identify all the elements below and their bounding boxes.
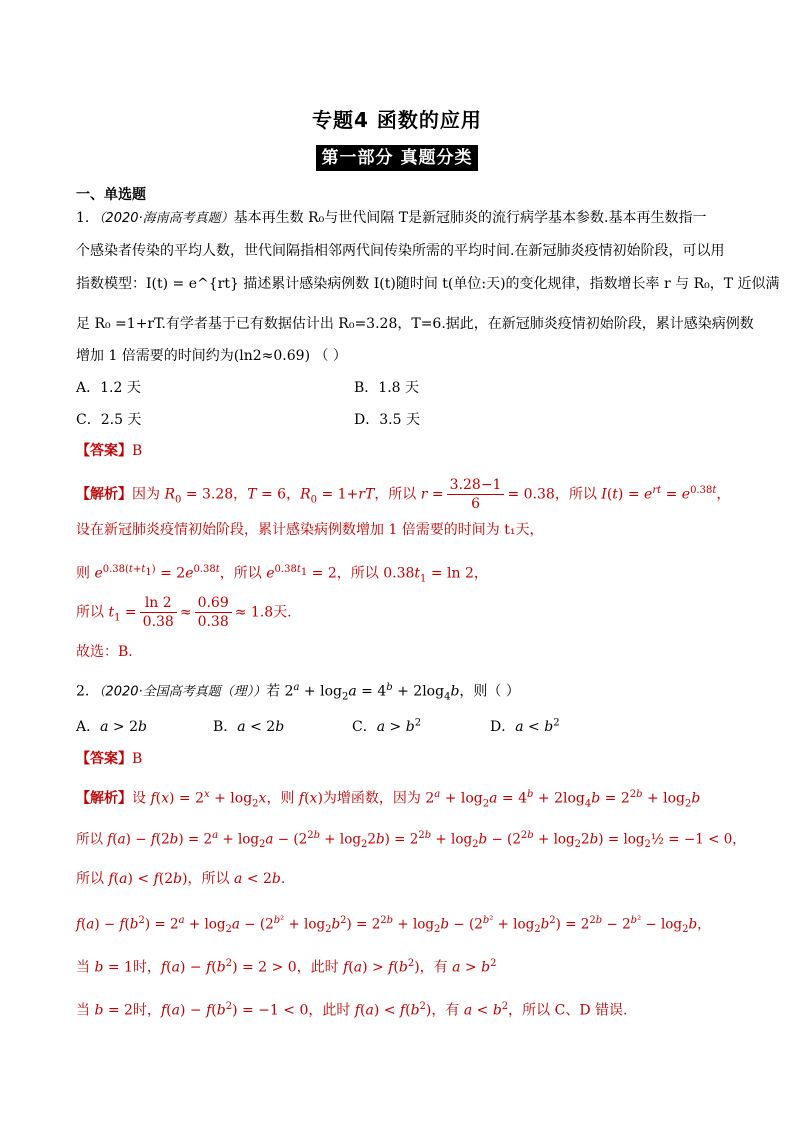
q1-line1	[76, 208, 706, 229]
q1-stem-line5: 增加 1 倍需要的时间约为(ln2≈0.69) （ ）	[76, 348, 347, 364]
q1-option-d: D．3.5 天	[354, 412, 420, 428]
q2-option-d: D．$a < b^2$	[490, 717, 560, 735]
q2-analysis-label: 【解析】	[76, 790, 132, 807]
q2-analysis-line1: 【解析】设 $f(x) = 2^x + \log_2x$，则 f(x)为增函数，因为 $2^a + \log_2a = 4^b + 2\log_4b = 2^{2b} + \log_2b$	[76, 789, 701, 810]
q2-number: 2．	[76, 683, 99, 700]
page-title: 专题4 函数的应用	[312, 108, 482, 132]
q1-option-a: A．1.2 天	[76, 380, 141, 396]
q2-analysis-line4: $f(a) - f(b^2) = 2^a + \log_2a - (2^{b^2} + \log_2b^2) = 2^{2b} + \log_2b - (2^{b^2} + \log_2b^2) = 2^{2b} - 2^{b^2} - \log_2b$，	[76, 915, 711, 936]
q1-stem-line1: 基本再生数 R₀与世代间隔 T是新冠肺炎的流行病学基本参数.基本再生数指一	[233, 210, 707, 226]
q2-analysis-line5: 当 b = 1时，$f(a) - f(b^2) = 2 > 0$，此时 $f(a) > f(b^2)$，有 $a > b^2$	[76, 958, 497, 976]
q1-analysis-line4: 所以 $t_1$ = $\frac{\ln 2}{0.38}$ ≈ $\frac{0.69}{0.38}$ ≈ 1.8天.	[76, 595, 292, 630]
q1-source: （2020·海南高考真题）	[98, 211, 234, 226]
q2-option-b: B．a < 2b	[213, 719, 285, 735]
q1-fraction-r: $\frac{3.28-1}{6}$	[447, 476, 505, 513]
q1-answer-value: B	[132, 443, 143, 459]
q2-option-c: C．$a > b^2$	[352, 717, 422, 735]
q1-analysis-line2: 设在新冠肺炎疫情初始阶段，累计感染病例数增加 1 倍需要的时间为 t₁天，	[76, 522, 544, 538]
q1-stem-line3: 指数模型：I(t) = e^{rt} 描述累计感染病例数 I(t)随时间 t(单位:天)的变化规律，指数增长率 r 与 R₀，T 近似满	[76, 276, 780, 292]
q1-option-c: C．2.5 天	[76, 412, 142, 428]
q1-fraction-069: $\frac{0.69}{0.38}$	[195, 594, 232, 631]
q2-answer-label: 【答案】	[76, 751, 132, 767]
q1-fraction-ln2: $\frac{\ln 2}{0.38}$	[140, 594, 177, 631]
q1-analysis-line3: 则 $e^{0.38(t+t_1)} = 2e^{0.38t}$，所以 $e^{0.38t_1} = 2$，所以 $0.38t_1 = \ln 2$，	[76, 564, 488, 585]
q1-option-b: B．1.8 天	[354, 380, 420, 396]
q1-answer	[76, 441, 142, 461]
part-banner: 第一部分 真题分类	[316, 145, 478, 171]
q1-number: 1．	[76, 210, 99, 226]
q2-answer	[76, 749, 142, 769]
section-heading: 一、单选题	[76, 187, 146, 203]
q1-stem-line2: 个感染者传染的平均人数，世代间隔指相邻两代间传染所需的平均时间.在新冠肺炎疫情初始阶段，可以用	[76, 243, 725, 259]
q2-answer-value: B	[132, 751, 143, 767]
q2-analysis-line6: 当 b = 2时，$f(a) - f(b^2) = -1 < 0$，此时 $f(a) < f(b^2)$，有 $a < b^2$，所以 C、D 错误.	[76, 1001, 628, 1019]
q1-answer-label: 【答案】	[76, 443, 132, 459]
q1-analysis-line1: 【解析】因为 $R_0 = 3.28$，T = 6，$R_0 = 1+rT$，所以 r = $\frac{3.28-1}{6}$ = 0.38，所以 $I(t) = e^{rt} = e^{0.38t}$，	[76, 477, 731, 512]
q1-stem-line4: 足 R₀ =1+rT.有学者基于已有数据估计出 R₀=3.28，T=6.据此，在新冠肺炎疫情初始阶段，累计感染病例数	[76, 316, 754, 332]
q2-option-a: A．a > 2b	[76, 719, 147, 735]
q2-analysis-line3: 所以 f(a) < f(2b)，所以 a < 2b.	[76, 871, 286, 887]
q2-analysis-line2: 所以 $f(a) - f(2b) = 2^a + \log_2a - (2^{2b} + \log_22b) = 2^{2b} + \log_2b - (2^{2b} + \log_22b)$ = $\log_2\frac{1}{2} = -1 < 0$，	[76, 830, 746, 851]
q1-analysis-line5: 故选：B.	[76, 644, 133, 660]
q2-stem: 2．（2020·全国高考真题（理））若 $2^a + \log_2a = 4^b + 2\log_4b$，则（ ）	[76, 682, 520, 703]
q1-analysis-label: 【解析】	[76, 486, 132, 503]
q2-source: （2020·全国高考真题（理））	[98, 684, 267, 700]
